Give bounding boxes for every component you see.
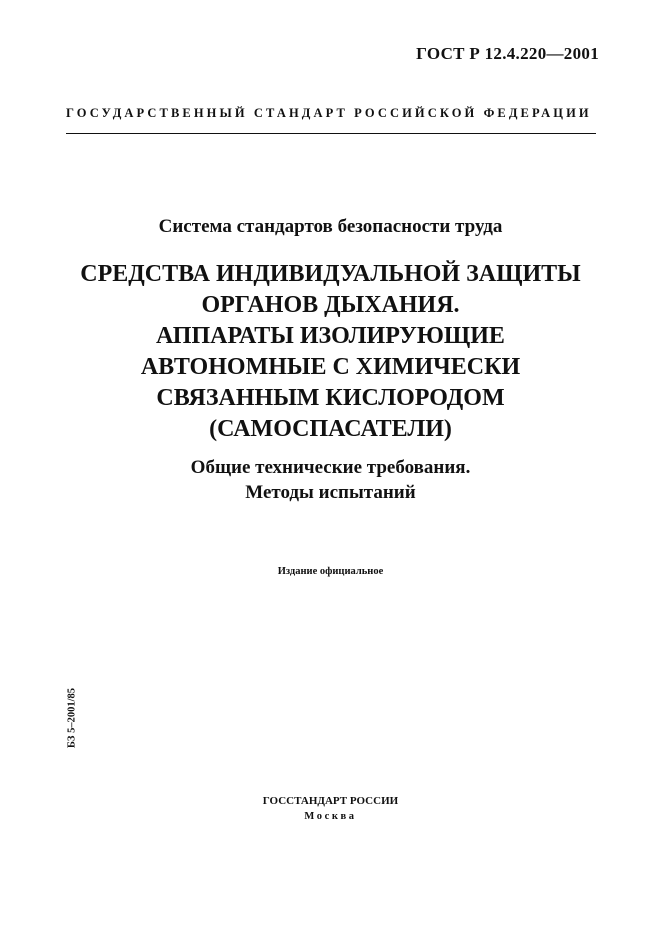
main-title-line: СВЯЗАННЫМ КИСЛОРОДОМ <box>156 385 505 411</box>
document-subtitle <box>0 455 661 505</box>
official-edition-note: Издание официальное <box>277 566 384 577</box>
main-title-line: АВТОНОМНЫЕ С ХИМИЧЕСКИ <box>140 354 521 380</box>
document-main-title <box>0 259 661 445</box>
standard-number: ГОСТ Р 12.4.220—2001 <box>416 44 599 63</box>
header-divider <box>66 133 596 134</box>
publisher-name: ГОССТАНДАРТ РОССИИ <box>262 795 399 807</box>
subtitle-line: Методы испытаний <box>245 482 416 503</box>
publisher-city: Москва <box>304 811 357 822</box>
standards-series-title: Система стандартов безопасности труда <box>158 216 503 237</box>
main-title-line: ОРГАНОВ ДЫХАНИЯ. <box>201 292 460 318</box>
state-standard-heading: ГОСУДАРСТВЕННЫЙ СТАНДАРТ РОССИЙСКОЙ ФЕДЕРАЦИИ <box>66 106 592 120</box>
subtitle-line: Общие технические требования. <box>190 457 471 478</box>
side-catalog-code-text: БЗ 5–2001/85 <box>66 687 78 749</box>
main-title-line: (САМОСПАСАТЕЛИ) <box>209 416 452 442</box>
main-title-line: АППАРАТЫ ИЗОЛИРУЮЩИЕ <box>156 323 505 349</box>
main-title-line: СРЕДСТВА ИНДИВИДУАЛЬНОЙ ЗАЩИТЫ <box>80 261 581 287</box>
